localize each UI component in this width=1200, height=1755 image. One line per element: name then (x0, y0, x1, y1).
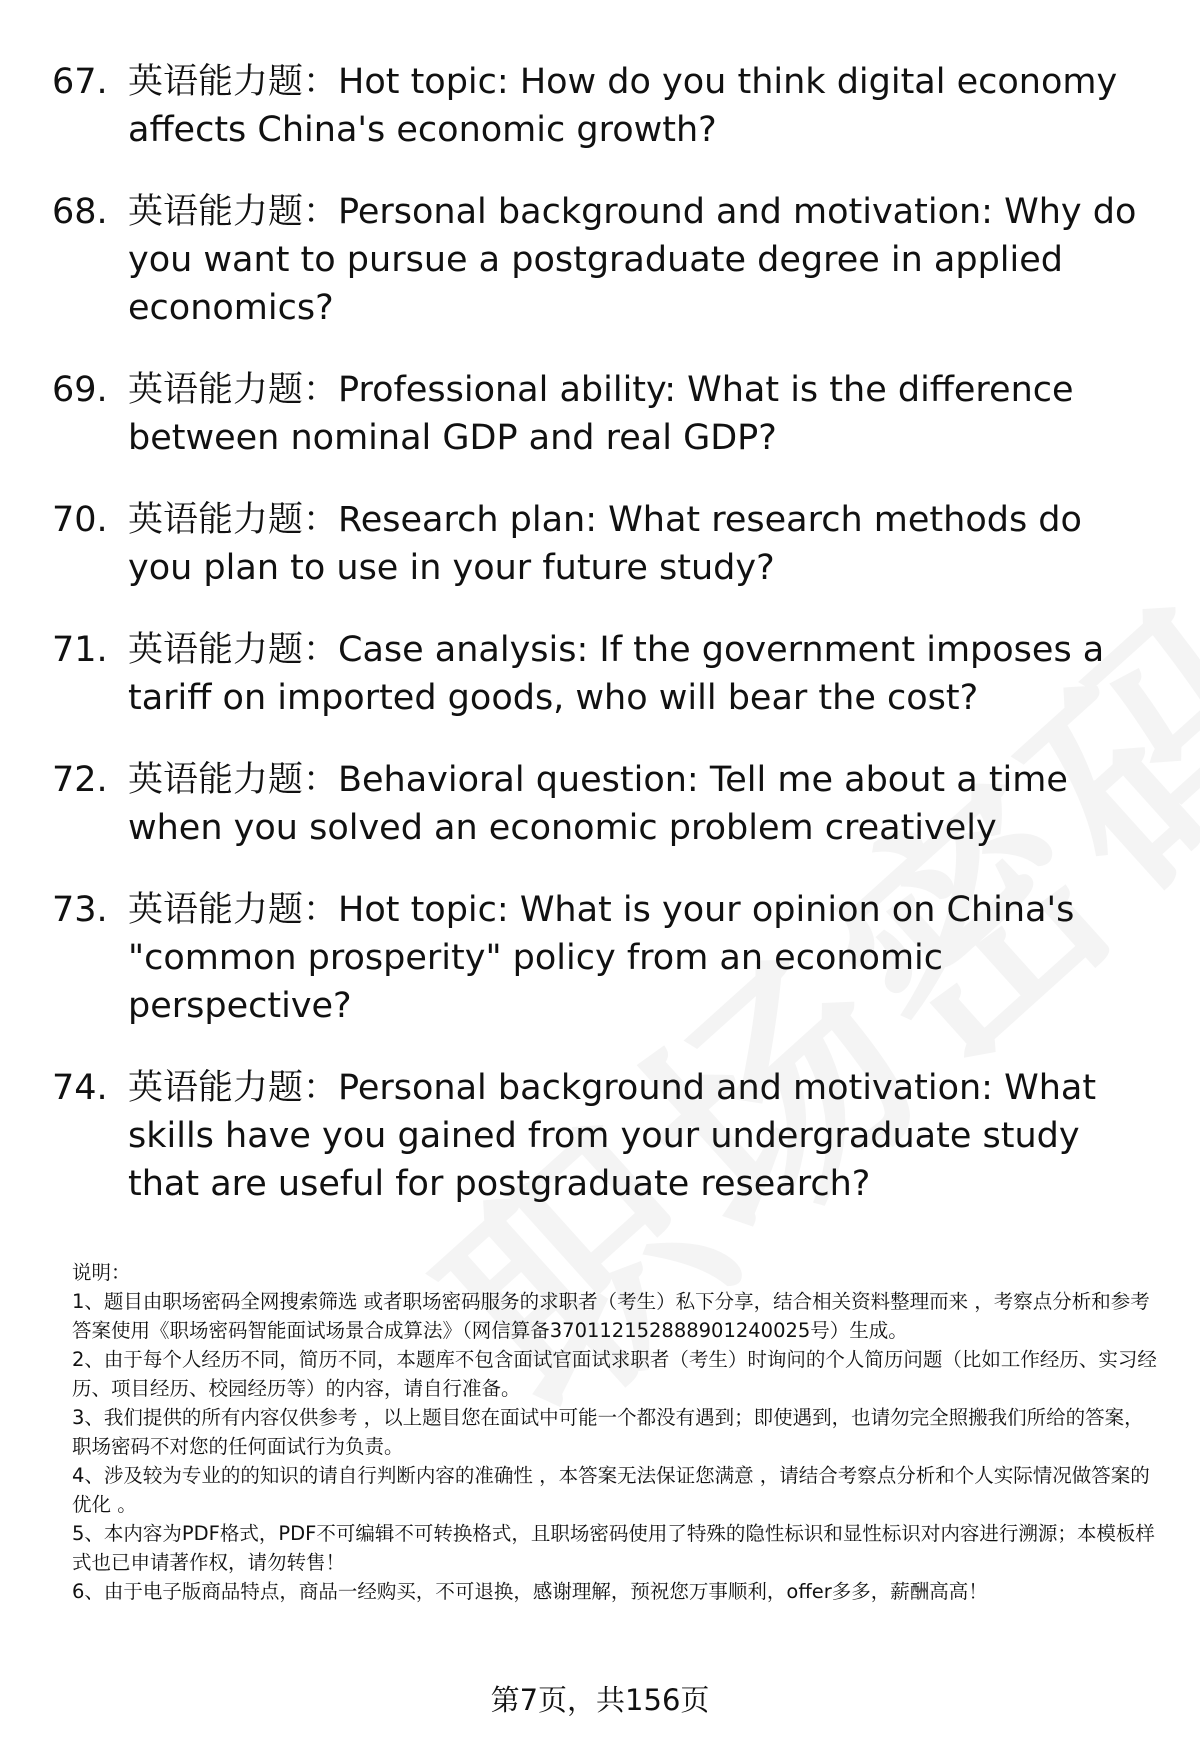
question-number: 71. (52, 630, 108, 670)
question-item (52, 58, 1152, 154)
question-item (52, 496, 1152, 592)
question-text: 英语能力题：Behavioral question: Tell me about a time when you solved an economic problem creatively (128, 760, 1068, 848)
note-item: 5、本内容为PDF格式，PDF不可编辑不可转换格式，且职场密码使用了特殊的隐性标识和显性标识对内容进行溯源；本模板样式也已申请著作权，请勿转售！ (72, 1522, 1155, 1574)
note-item: 4、涉及较为专业的的知识的请自行判断内容的准确性 ，本答案无法保证您满意 ，请结合考察点分析和个人实际情况做答案的优化 。 (72, 1464, 1150, 1516)
question-number: 69. (52, 370, 108, 410)
question-text: 英语能力题：Research plan: What research methods do you plan to use in your future study? (128, 500, 1082, 588)
question-item (52, 366, 1152, 462)
question-item (52, 1064, 1152, 1208)
note-item: 1、题目由职场密码全网搜索筛选 或者职场密码服务的求职者（考生）私下分享，结合相关资料整理而来 ，考察点分析和参考答案使用《职场密码智能面试场景合成算法》（网信算备370112152888901240025号）生成。 (72, 1290, 1150, 1342)
question-text: 英语能力题：Personal background and motivation: What skills have you gained from your undergraduate study that are useful for postgraduate research? (128, 1068, 1097, 1204)
question-number: 70. (52, 500, 108, 540)
question-item (52, 756, 1152, 852)
question-item (52, 188, 1152, 332)
question-number: 74. (52, 1068, 108, 1108)
question-list (52, 58, 1152, 1242)
notes-section (72, 1258, 1162, 1606)
question-text: 英语能力题：Professional ability: What is the difference between nominal GDP and real GDP? (128, 370, 1074, 458)
note-item: 6、由于电子版商品特点，商品一经购买，不可退换，感谢理解，预祝您万事顺利，offer多多，薪酬高高！ (72, 1580, 988, 1603)
page-number: 第7页，共156页 (490, 1683, 710, 1717)
question-text: 英语能力题：Case analysis: If the government imposes a tariff on imported goods, who will bear the cost? (128, 630, 1105, 718)
note-item: 3、我们提供的所有内容仅供参考 ，以上题目您在面试中可能一个都没有遇到；即使遇到，也请勿完全照搬我们所给的答案，职场密码不对您的任何面试行为负责。 (72, 1406, 1144, 1458)
question-number: 68. (52, 192, 108, 232)
question-text: 英语能力题：Hot topic: How do you think digital economy affects China's economic growth? (128, 62, 1118, 150)
notes-title: 说明： (72, 1261, 131, 1284)
question-text: 英语能力题：Hot topic: What is your opinion on China's "common prosperity" policy from an economic perspective? (128, 890, 1075, 1026)
question-item (52, 626, 1152, 722)
question-item (52, 886, 1152, 1030)
question-number: 72. (52, 760, 108, 800)
question-number: 73. (52, 890, 108, 930)
question-text: 英语能力题：Personal background and motivation: Why do you want to pursue a postgraduate degree in applied economics? (128, 192, 1137, 328)
note-item: 2、由于每个人经历不同，简历不同，本题库不包含面试官面试求职者（考生）时询问的个人简历问题（比如工作经历、实习经历、项目经历、校园经历等）的内容，请自行准备。 (72, 1348, 1157, 1400)
question-number: 67. (52, 62, 108, 102)
